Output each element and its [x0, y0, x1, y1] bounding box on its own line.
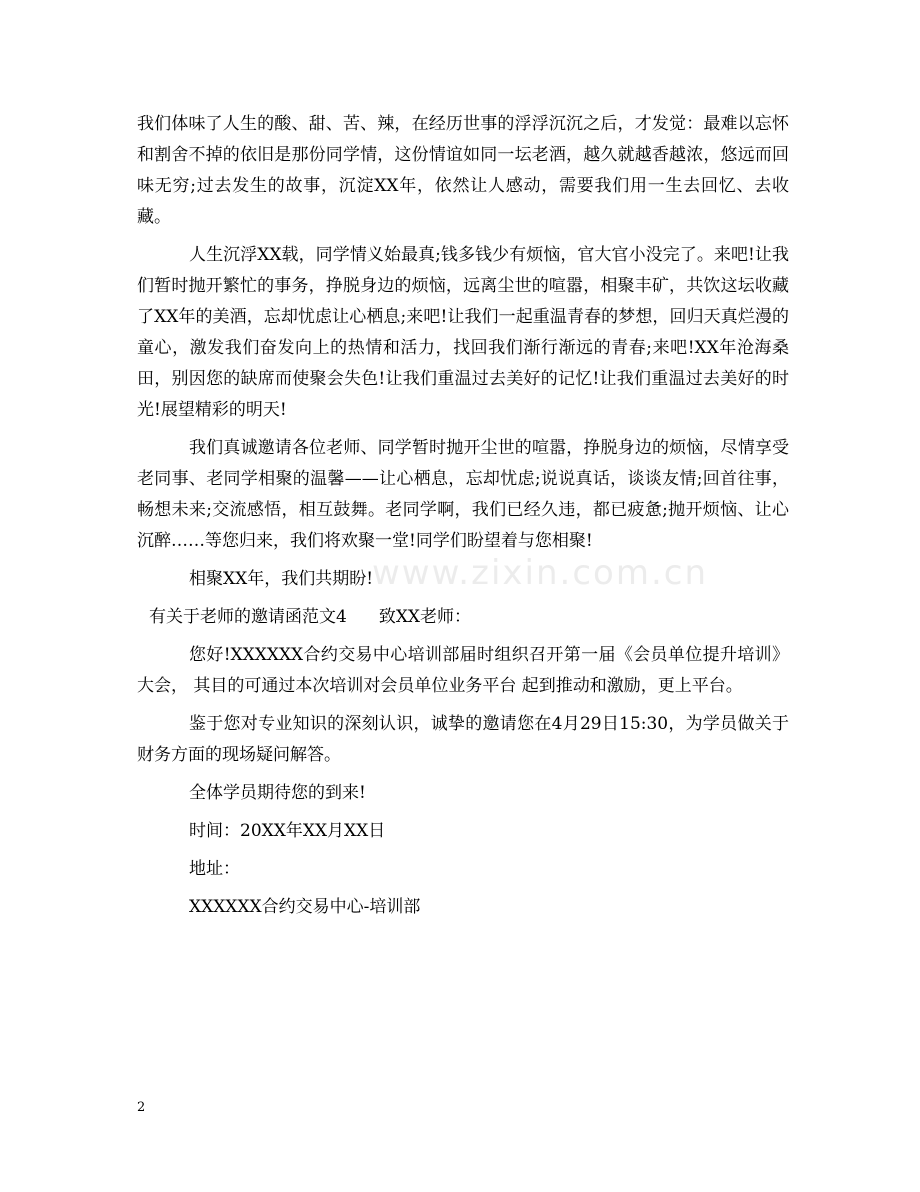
document-body [137, 109, 789, 930]
paragraph-come-together: 人生沉浮XX载，同学情义始最真;钱多钱少有烦恼，官大官小没完了。来吧!让我们暂时抛开繁忙的事务，挣脱身边的烦恼，远离尘世的喧嚣，相聚丰矿，共饮这坛收藏了XX年的美酒，忘却忧虑让心栖息;来吧!让我们一起重温青春的梦想，回归天真烂漫的童心，激发我们奋发向上的热情和活力，找回我们渐行渐远的青春;来吧!XX年沧海桑田，别因您的缺席而使聚会失色!让我们重温过去美好的记忆!让我们重温过去美好的时光!展望精彩的明天! [137, 245, 789, 420]
paragraph-time: 时间：20XX年XX月XX日 [189, 821, 386, 841]
paragraph-sincere-invitation: 我们真诚邀请各位老师、同学暂时抛开尘世的喧嚣，挣脱身边的烦恼，尽情享受老同事、老同学相聚的温馨——让心栖息，忘却忧虑;说说真话，谈谈友情;回首往事，畅想未来;交流感悟，相互鼓舞。老同学啊，我们已经久违，都已疲惫;抛开烦恼、让心沉醉……等您归来，我们将欢聚一堂!同学们盼望着与您相聚! [137, 438, 789, 551]
paragraph-invitation-details: 鉴于您对专业知识的深刻认识，诚挚的邀请您在4月29日15:30，为学员做关于财务方面的现场疑问解答。 [137, 714, 789, 765]
paragraph-looking-forward: 全体学员期待您的到来! [189, 783, 366, 803]
paragraph-address-label: 地址： [189, 859, 240, 879]
page-number: 2 [137, 1100, 146, 1115]
paragraph-address-value: XXXXXX合约交易中心-培训部 [189, 897, 421, 917]
watermark: www.zixin.com.cn [372, 553, 708, 593]
paragraph-reminiscence: 我们体味了人生的酸、甜、苦、辣，在经历世事的浮浮沉沉之后，才发觉：最难以忘怀和割舍不掉的依旧是那份同学情，这份情谊如同一坛老酒，越久就越香越浓，悠远而回味无穷;过去发生的故事，沉淀XX年，依然让人感动，需要我们用一生去回忆、去收藏。 [137, 114, 789, 227]
paragraph-expectation: 相聚XX年，我们共期盼! [189, 569, 374, 589]
section-heading-line [137, 602, 789, 633]
section-title: 有关于老师的邀请函范文4 [149, 607, 347, 627]
paragraph-greeting: 您好!XXXXXX合约交易中心培训部届时组织召开第一届《会员单位提升培训》大会， 其目的可通过本次培训对会员单位业务平台 起到推动和激励，更上平台。 [137, 645, 789, 696]
letter-salutation: 致XX老师： [378, 607, 472, 627]
